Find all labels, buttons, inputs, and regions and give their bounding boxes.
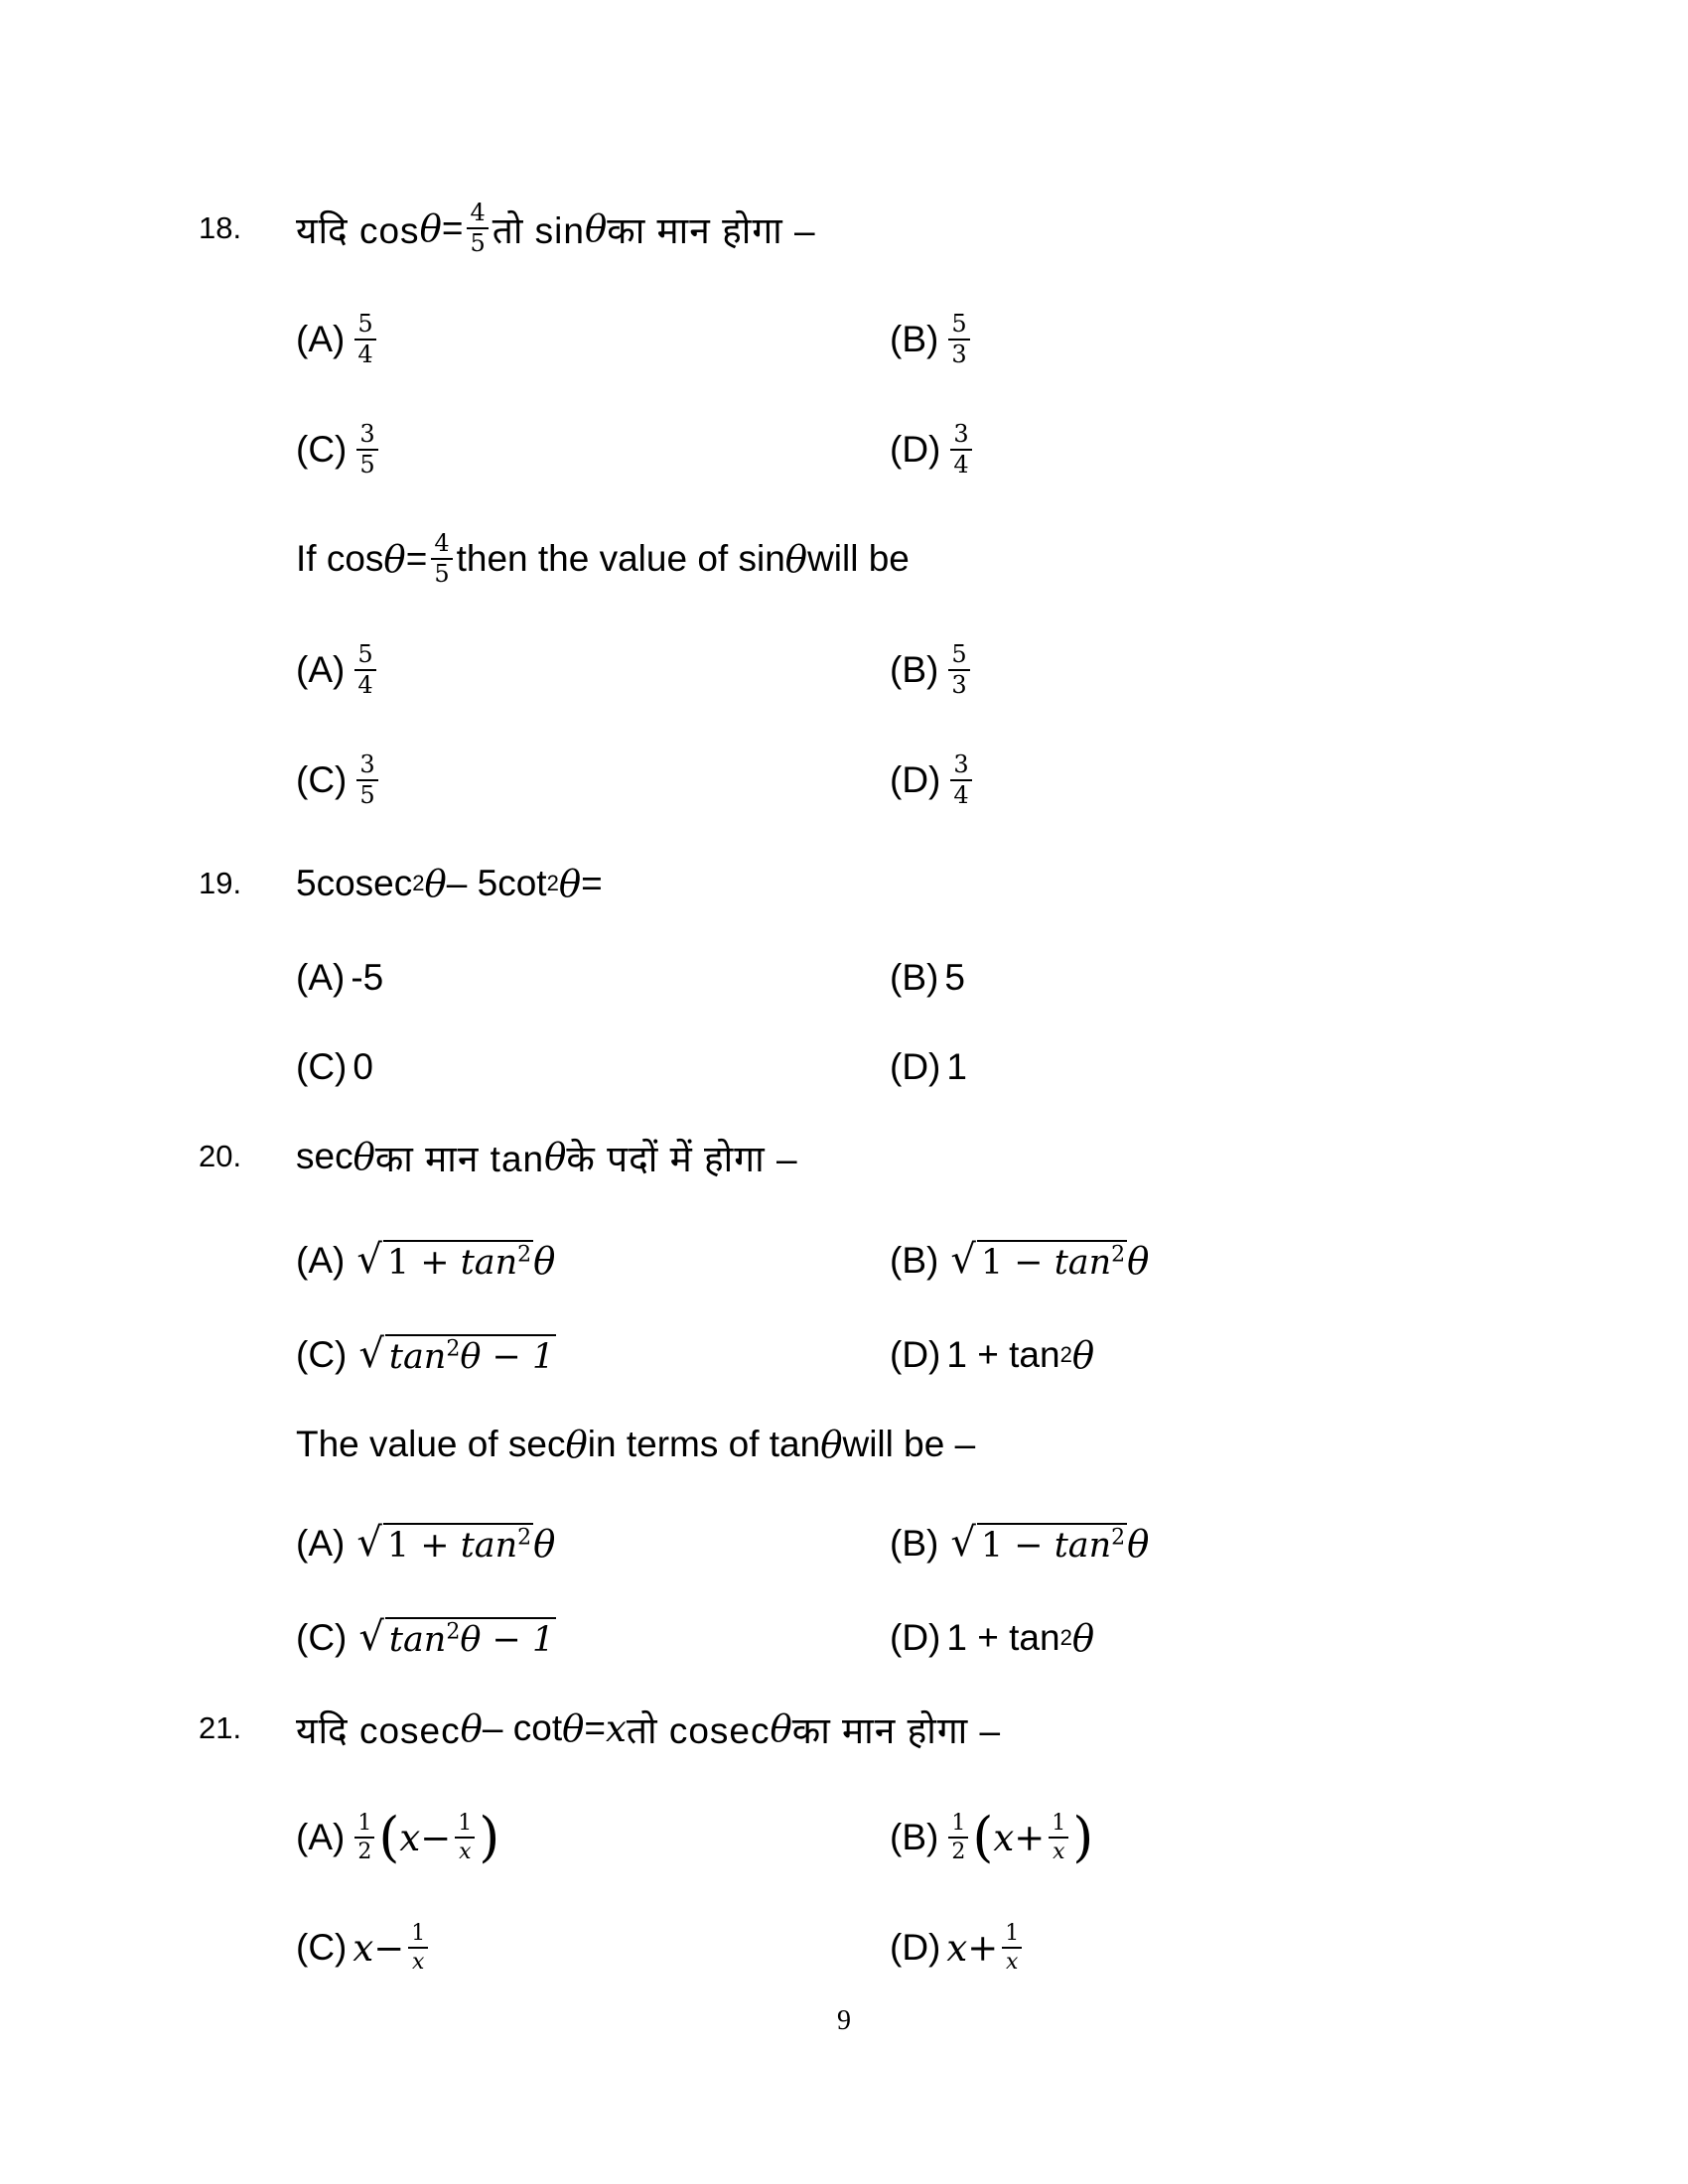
theta: θ: [558, 862, 582, 905]
theta: θ: [383, 537, 406, 581]
square-root: [358, 1330, 556, 1377]
fraction-half: [354, 1812, 374, 1863]
fraction: [356, 752, 377, 808]
option-b[interactable]: [890, 1793, 1093, 1882]
radical-sign: √: [358, 1330, 384, 1377]
option-label: (D): [890, 1927, 941, 1968]
option-label: (C): [296, 1617, 348, 1658]
fraction: [950, 752, 971, 808]
fraction: [467, 198, 488, 257]
option-value: 1: [946, 1046, 967, 1087]
option-d[interactable]: (D) 1 + tan 2 θ: [890, 1616, 1095, 1660]
variable-x: x: [993, 1816, 1015, 1859]
denominator: 5: [470, 229, 486, 257]
equals: =: [441, 207, 464, 248]
radical-sign: √: [950, 1519, 976, 1566]
option-d[interactable]: [890, 405, 976, 494]
variable-x: x: [606, 1706, 627, 1750]
q20-english-mid: in terms of tan: [587, 1424, 821, 1464]
option-label: (C): [296, 1046, 348, 1087]
q19-part: 5cosec: [296, 863, 413, 903]
option-b[interactable]: [890, 1216, 1149, 1305]
square-root: [950, 1519, 1127, 1566]
option-d[interactable]: [890, 736, 976, 825]
fraction: [1002, 1922, 1022, 1974]
numerator: 1: [948, 1812, 968, 1839]
q20-text-english: [296, 1400, 975, 1489]
option-c[interactable]: [296, 1903, 432, 1992]
operator: −: [420, 1816, 452, 1859]
theta: θ: [565, 1423, 588, 1466]
option-value: 5: [944, 957, 965, 998]
option-label: (C): [296, 1927, 348, 1968]
fraction: [455, 1812, 475, 1863]
denominator: 4: [357, 671, 373, 699]
option-b[interactable]: [890, 1499, 1149, 1588]
q20-english-pre: The value of sec: [296, 1424, 566, 1464]
theta: θ: [820, 1423, 843, 1466]
close-paren: ): [479, 1806, 500, 1868]
numerator: 5: [354, 312, 375, 341]
fraction: [408, 1922, 428, 1974]
variable-x: x: [399, 1816, 421, 1859]
theta: θ: [1071, 1333, 1095, 1377]
function-name: tan: [388, 1336, 447, 1377]
denominator: x: [459, 1840, 472, 1864]
denominator: 5: [434, 560, 450, 588]
q20-english-post: will be –: [842, 1424, 976, 1464]
q18-hindi-post: का मान होगा –: [607, 209, 816, 251]
option-label: (A): [296, 649, 346, 690]
option-label: (A): [296, 957, 346, 998]
function-name: tan: [1054, 1242, 1112, 1283]
function-name: tan: [388, 1619, 447, 1660]
theta: θ: [1127, 1522, 1150, 1566]
option-c[interactable]: [296, 1593, 556, 1683]
open-paren: (: [378, 1806, 400, 1868]
option-value: 1 + tan: [946, 1617, 1060, 1658]
q18-english-post: will be: [807, 538, 910, 579]
option-d[interactable]: [890, 1903, 1026, 1992]
equals: =: [405, 538, 428, 579]
option-label: (D): [890, 1046, 941, 1087]
q18-hindi-mid: तो sin: [492, 209, 585, 251]
q18-hindi-pre: यदि cos: [296, 209, 420, 251]
theta: θ: [1127, 1239, 1150, 1283]
denominator: 4: [953, 451, 969, 478]
page-number: 9: [837, 2005, 851, 2036]
denominator: 2: [357, 1840, 372, 1864]
q18-english-pre: If cos: [296, 538, 384, 579]
radicand: [383, 1240, 533, 1283]
numerator: 5: [948, 642, 969, 671]
fraction: [354, 639, 375, 699]
numerator: 1: [455, 1812, 475, 1839]
root-part: 1 +: [386, 1242, 461, 1283]
q21-hindi-post2: का मान होगा –: [791, 1709, 1002, 1751]
q18-text-hindi: [296, 184, 816, 273]
operator: +: [967, 1926, 999, 1970]
radical-sign: √: [356, 1519, 382, 1566]
option-label: (D): [890, 1334, 941, 1375]
superscript: 2: [1111, 1242, 1126, 1268]
variable-x: x: [352, 1926, 374, 1970]
radicand-tail: θ − 1: [460, 1336, 555, 1377]
root-part: 1 −: [980, 1525, 1055, 1566]
option-label: (A): [296, 319, 346, 359]
q18-english-mid: then the value of sin: [456, 538, 785, 579]
theta: θ: [533, 1239, 556, 1283]
option-label: (A): [296, 1240, 346, 1281]
option-c[interactable]: [296, 1023, 373, 1112]
option-value: 0: [352, 1046, 373, 1087]
superscript: 2: [1111, 1525, 1126, 1551]
q19-part: =: [581, 863, 603, 903]
denominator: x: [1006, 1950, 1019, 1975]
option-label: (C): [296, 1334, 348, 1375]
option-c[interactable]: [296, 405, 382, 494]
superscript: 2: [446, 1619, 461, 1645]
q21-hindi-pre: यदि cosec: [296, 1709, 461, 1751]
theta: θ: [424, 862, 447, 905]
question-number-20: 20.: [199, 1139, 242, 1173]
denominator: 2: [951, 1840, 966, 1864]
function-name: tan: [460, 1525, 518, 1566]
function-name: tan: [1054, 1525, 1112, 1566]
option-label: (D): [890, 429, 941, 470]
fraction: [356, 419, 377, 478]
option-value: -5: [351, 957, 384, 998]
square-root: [950, 1236, 1127, 1283]
radicand-tail: θ − 1: [460, 1619, 555, 1660]
option-label: (A): [296, 1523, 346, 1564]
fraction: [948, 639, 969, 699]
fraction: [1049, 1812, 1068, 1863]
radicand: [383, 1523, 533, 1566]
fraction: [431, 528, 452, 588]
fraction-half: [948, 1812, 968, 1863]
denominator: x: [1053, 1840, 1065, 1864]
option-a[interactable]: [296, 625, 380, 715]
option-a[interactable]: [296, 1793, 499, 1882]
option-b[interactable]: [890, 933, 965, 1023]
superscript: 2: [446, 1336, 461, 1362]
denominator: 3: [951, 671, 967, 699]
numerator: 4: [431, 531, 452, 560]
q20-hindi-mid: का मान tan: [374, 1138, 545, 1179]
radical-sign: √: [356, 1236, 382, 1283]
numerator: 1: [1049, 1812, 1068, 1839]
option-d[interactable]: (D) 1 + tan 2 θ: [890, 1333, 1095, 1377]
option-b[interactable]: [890, 295, 974, 384]
option-label: (D): [890, 1617, 941, 1658]
option-a[interactable]: [296, 1216, 555, 1305]
numerator: 1: [354, 1812, 374, 1839]
superscript: 2: [517, 1242, 532, 1268]
operator: +: [1014, 1816, 1046, 1859]
q21-hindi-post1: तो cosec: [626, 1709, 771, 1751]
question-number-21: 21.: [199, 1710, 242, 1745]
radical-sign: √: [950, 1236, 976, 1283]
theta: θ: [1071, 1616, 1095, 1660]
numerator: 5: [354, 642, 375, 671]
numerator: 3: [356, 752, 377, 781]
question-number-18: 18.: [199, 210, 242, 245]
radicand: [385, 1334, 556, 1377]
option-d[interactable]: [890, 1023, 967, 1112]
theta: θ: [533, 1522, 556, 1566]
q19-part: – 5cot: [446, 863, 547, 903]
square-root: [356, 1236, 533, 1283]
fraction: [354, 309, 375, 368]
denominator: 3: [951, 341, 967, 368]
question-number-19: 19.: [199, 866, 242, 900]
root-part: 1 +: [386, 1525, 461, 1566]
denominator: 4: [357, 341, 373, 368]
option-label: (B): [890, 1240, 939, 1281]
fraction: [948, 309, 969, 368]
option-label: (A): [296, 1817, 346, 1857]
option-value: 1 + tan: [946, 1334, 1060, 1375]
option-label: (B): [890, 1817, 939, 1857]
numerator: 4: [467, 201, 488, 229]
q18-text-english: [296, 514, 910, 604]
theta: θ: [770, 1706, 792, 1750]
denominator: 5: [359, 451, 375, 478]
option-label: (B): [890, 319, 939, 359]
option-label: (D): [890, 759, 941, 800]
q20-hindi-post: के पदों में होगा –: [566, 1138, 798, 1179]
option-label: (B): [890, 957, 939, 998]
theta: θ: [352, 1135, 375, 1178]
numerator: 1: [1002, 1922, 1022, 1949]
option-c[interactable]: [296, 736, 382, 825]
option-c[interactable]: [296, 1310, 556, 1400]
equals: =: [584, 1707, 607, 1748]
root-part: 1 −: [980, 1242, 1055, 1283]
numerator: 3: [356, 422, 377, 451]
theta: θ: [585, 206, 608, 250]
q21-text-hindi: [296, 1684, 1001, 1773]
open-paren: (: [972, 1806, 994, 1868]
numerator: 5: [948, 312, 969, 341]
theta: θ: [562, 1706, 585, 1750]
numerator: 1: [408, 1922, 428, 1949]
numerator: 3: [950, 422, 971, 451]
square-root: [358, 1613, 556, 1660]
theta: θ: [460, 1706, 483, 1750]
superscript: 2: [517, 1525, 532, 1551]
close-paren: ): [1072, 1806, 1094, 1868]
option-label: (B): [890, 649, 939, 690]
radical-sign: √: [358, 1613, 384, 1660]
option-a[interactable]: [296, 295, 380, 384]
q20-text-hindi: [296, 1112, 798, 1201]
radicand: [385, 1617, 556, 1660]
option-a[interactable]: [296, 933, 383, 1023]
option-label: (C): [296, 429, 348, 470]
q20-hindi-pre: sec: [296, 1136, 353, 1176]
option-b[interactable]: [890, 625, 974, 715]
theta: θ: [419, 206, 442, 250]
function-name: tan: [460, 1242, 518, 1283]
theta: θ: [784, 537, 808, 581]
square-root: [356, 1519, 533, 1566]
denominator: 5: [359, 781, 375, 809]
fraction: [950, 419, 971, 478]
q19-text: 5cosec 2 θ – 5cot 2 θ =: [296, 862, 603, 905]
q21-hindi-mid: – cot: [482, 1707, 563, 1748]
operator: −: [373, 1926, 405, 1970]
numerator: 3: [950, 752, 971, 781]
denominator: 4: [953, 781, 969, 809]
radicand: [977, 1240, 1127, 1283]
option-label: (C): [296, 759, 348, 800]
option-label: (B): [890, 1523, 939, 1564]
variable-x: x: [946, 1926, 968, 1970]
option-a[interactable]: [296, 1499, 555, 1588]
denominator: x: [412, 1950, 425, 1975]
radicand: [977, 1523, 1127, 1566]
theta: θ: [544, 1135, 567, 1178]
